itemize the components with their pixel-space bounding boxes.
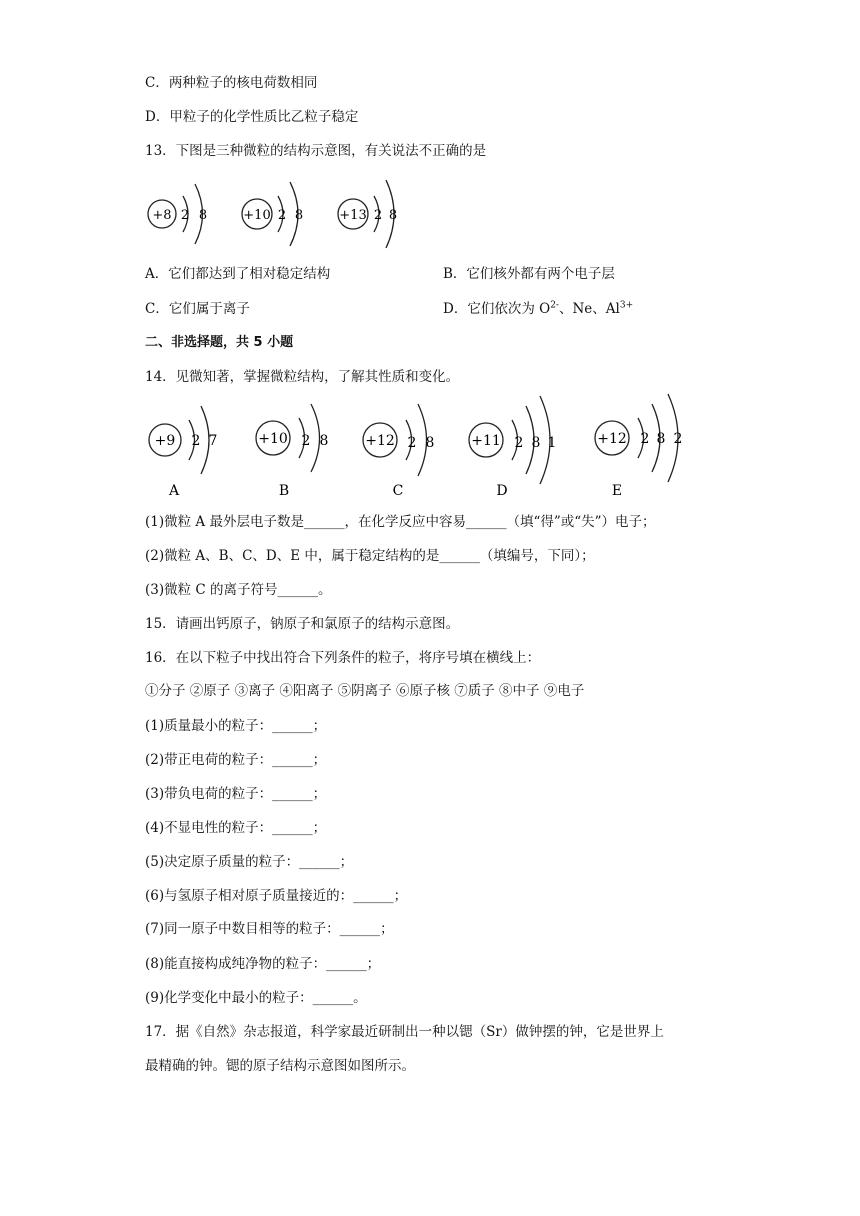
q13-diagram-3 [336,176,416,246]
q16-item-8: (8)能直接构成纯净物的粒子：______； [145,956,381,972]
q13-diagram-2 [240,176,320,246]
shell-1-count: 2 [407,435,417,451]
shell-2-count: 8 [656,431,666,447]
q13-option-d: D．它们依次为 $O^{2-}$、Ne、$Al^{3+}$ [443,300,634,317]
q14-stem: 14．见微知著，掌握微粒结构，了解其性质和变化。 [145,369,460,385]
shell-2-count: 8 [425,435,435,451]
shell-1-count: 2 [180,208,190,223]
nucleus-charge: +12 [597,431,627,447]
q14-sub3: (3)微粒 C 的离子符号______。 [145,582,332,598]
shell-1-count: 2 [514,435,524,451]
shell-3-count: 2 [673,431,683,447]
q14-diagram-e [592,394,702,500]
q16-item-2: (2)带正电荷的粒子：______； [145,752,327,768]
section-heading: 二、非选择题，共 5 小题 [145,335,294,350]
nucleus-charge: +8 [152,208,172,223]
q17-line-1: 17．据《自然》杂志报道，科学家最近研制出一种以锶（Sr）做钟摆的钟，它是世界上 [145,1024,664,1040]
shell-1-count: 2 [640,431,650,447]
q13-option-a: A．它们都达到了相对稳定结构 [145,266,331,282]
nucleus-charge: +13 [339,208,367,223]
shell-2-count: 8 [531,435,541,451]
shell-2-count: 7 [208,433,218,449]
q12-option-d: D．甲粒子的化学性质比乙粒子稳定 [145,109,359,125]
q15-stem: 15．请画出钙原子，钠原子和氯原子的结构示意图。 [145,616,460,632]
q16-stem: 16．在以下粒子中找出符合下列条件的粒子，将序号填在横线上： [145,650,541,666]
nucleus-charge: +12 [365,433,395,449]
shell-2-count: 8 [198,208,208,223]
q16-item-4: (4)不显电性的粒子：______； [145,820,327,836]
diagram-label: A [168,483,180,499]
shell-1-count: 2 [191,433,201,449]
diagram-label: C [392,483,404,499]
q14-diagram-d [466,396,566,500]
q14-sub2: (2)微粒 A、B、C、D、E 中，属于稳定结构的是______（填编号，下同）； [145,548,595,564]
nucleus-charge: +10 [258,431,288,447]
shell-1-count: 2 [373,208,383,223]
nucleus-charge: +10 [243,208,271,223]
q13-option-b: B．它们核外都有两个电子层 [443,266,615,282]
q14-sub1: (1)微粒 A 最外层电子数是______，在化学反应中容易______（填“得”或“失”）电子； [145,514,656,530]
q13-stem: 13．下图是三种微粒的结构示意图，有关说法不正确的是 [145,143,487,159]
q16-choices: ①分子 ②原子 ③离子 ④阳离子 ⑤阴离子 ⑥原子核 ⑦质子 ⑧中子 ⑨电子 [145,683,585,699]
shell-2-count: 8 [388,208,398,223]
q16-item-9: (9)化学变化中最小的粒子：______。 [145,990,367,1006]
diagram-label: E [611,483,623,499]
shell-1-count: 2 [277,208,287,223]
q16-item-1: (1)质量最小的粒子：______； [145,718,327,734]
shell-3-count: 1 [547,435,557,451]
q13-diagram-1 [145,176,225,246]
q16-item-6: (6)与氢原子相对原子质量接近的：______； [145,888,408,904]
q16-item-7: (7)同一原子中数目相等的粒子：______； [145,921,394,937]
q14-diagram-b [253,400,343,500]
q17-line-2: 最精确的钟。锶的原子结构示意图如图所示。 [145,1058,415,1074]
shell-2-count: 8 [294,208,304,223]
q14-diagram-a [145,400,235,500]
q12-option-c: C．两种粒子的核电荷数相同 [145,75,318,91]
q16-item-3: (3)带负电荷的粒子：______； [145,786,327,802]
diagram-label: D [496,483,508,499]
shell-2-count: 8 [319,433,329,449]
diagram-label: B [278,483,290,499]
shell-1-count: 2 [301,433,311,449]
q14-diagram-c [360,400,450,500]
q16-item-5: (5)决定原子质量的粒子：______； [145,854,354,870]
q13-option-c: C．它们属于离子 [145,301,250,317]
nucleus-charge: +9 [154,433,176,449]
nucleus-charge: +11 [471,433,501,449]
